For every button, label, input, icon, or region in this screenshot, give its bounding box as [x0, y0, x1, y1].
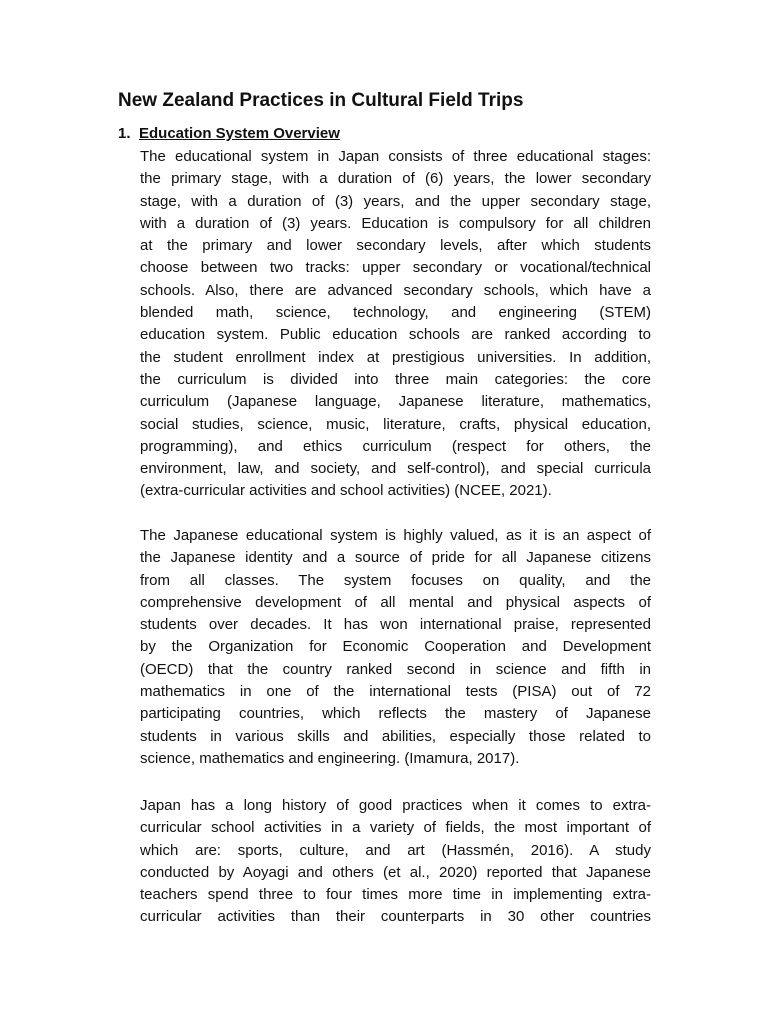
paragraph-line: programming), and ethics curriculum (respect for others, the	[140, 437, 651, 455]
paragraph-line: stage, with a duration of (3) years, and the upper secondary stage,	[140, 192, 651, 210]
paragraph-education-stages	[140, 146, 651, 503]
paragraph-japanese-system-value	[140, 525, 651, 770]
section-number: 1.	[118, 125, 131, 142]
paragraph-line: schools. Also, there are advanced secondary schools, which have a	[140, 281, 651, 299]
paragraph-line: science, mathematics and engineering. (Imamura, 2017).	[140, 749, 520, 767]
paragraph-line: the primary stage, with a duration of (6) years, the lower secondary	[140, 170, 651, 188]
paragraph-line: the curriculum is divided into three main categories: the core	[140, 370, 651, 388]
paragraph-line: curricular school activities in a variety of fields, the most important of	[140, 819, 651, 837]
paragraph-line: curricular activities than their counterparts in 30 other countries	[140, 908, 651, 926]
paragraph-line: conducted by Aoyagi and others (et al., 2020) reported that Japanese	[140, 863, 651, 881]
paragraph-line: the Japanese identity and a source of pride for all Japanese citizens	[140, 549, 651, 567]
paragraph-line: The educational system in Japan consists of three educational stages:	[140, 148, 651, 165]
paragraph-line: the student enrollment index at prestigious universities. In addition,	[140, 348, 651, 366]
paragraph-line: education system. Public education schools are ranked according to	[140, 326, 651, 344]
paragraph-line: mathematics in one of the international tests (PISA) out of 72	[140, 683, 651, 701]
paragraph-line: students in various skills and abilities, especially those related to	[140, 727, 651, 745]
paragraph-line: at the primary and lower secondary levels, after which students	[140, 237, 651, 255]
paragraph-line: curriculum (Japanese language, Japanese literature, mathematics,	[140, 393, 651, 411]
paragraph-line: teachers spend three to four times more time in implementing extra-	[140, 886, 651, 904]
document-title: New Zealand Practices in Cultural Field Trips	[118, 90, 524, 111]
paragraph-line: choose between two tracks: upper secondary or vocational/technical	[140, 259, 651, 277]
paragraph-line: which are: sports, culture, and art (Hassmén, 2016). A study	[140, 841, 651, 859]
paragraph-extracurricular-history	[140, 795, 651, 929]
paragraph-line: (extra-curricular activities and school activities) (NCEE, 2021).	[140, 482, 552, 500]
paragraph-line: The Japanese educational system is highly valued, as it is an aspect of	[140, 527, 651, 544]
paragraph-line: environment, law, and society, and self-control), and special curricula	[140, 460, 651, 478]
paragraph-line: with a duration of (3) years. Education is compulsory for all children	[140, 214, 651, 232]
section-title: Education System Overview	[139, 125, 340, 142]
paragraph-line: students over decades. It has won international praise, represented	[140, 616, 651, 634]
section-heading	[118, 123, 340, 145]
paragraph-line: (OECD) that the country ranked second in science and fifth in	[140, 660, 651, 678]
paragraph-line: comprehensive development of all mental and physical aspects of	[140, 593, 651, 611]
paragraph-line: from all classes. The system focuses on quality, and the	[140, 571, 651, 589]
paragraph-line: blended math, science, technology, and engineering (STEM)	[140, 304, 651, 322]
paragraph-line: social studies, science, music, literature, crafts, physical education,	[140, 415, 651, 433]
paragraph-line: participating countries, which reflects the mastery of Japanese	[140, 705, 651, 723]
paragraph-line: Japan has a long history of good practices when it comes to extra-	[140, 797, 651, 814]
paragraph-line: by the Organization for Economic Cooperation and Development	[140, 638, 651, 656]
